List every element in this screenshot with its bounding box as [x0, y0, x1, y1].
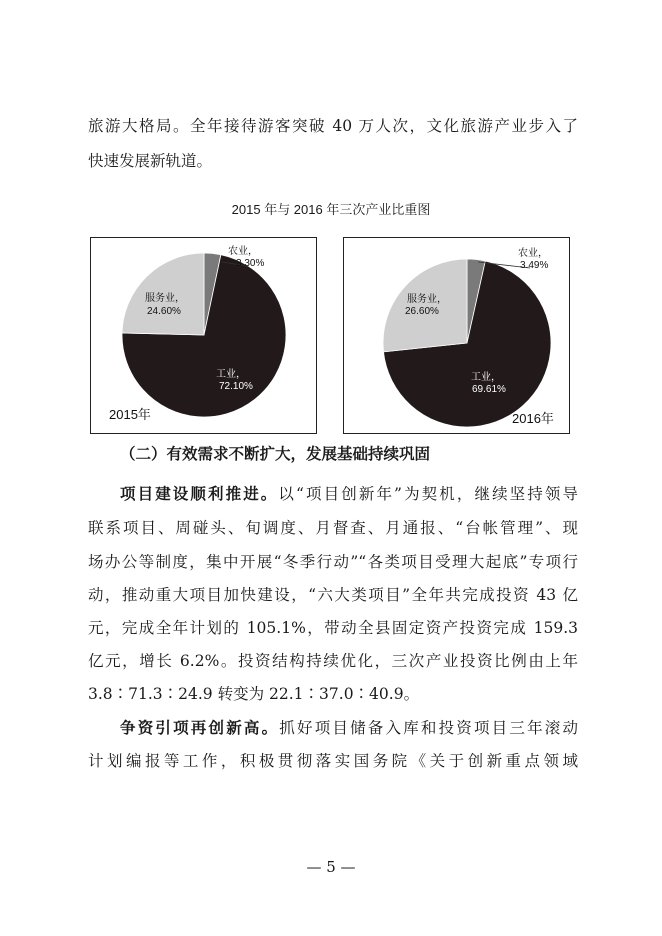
paragraph-line: 动，推动重大项目加快建设，“六大类项目”全年共完成投资 43 亿 — [88, 586, 578, 604]
section-heading: （二）有效需求不断扩大，发展基础持续巩固 — [120, 444, 431, 463]
paragraph-lead: 项目建设顺利推进。 — [120, 484, 279, 503]
slice-value-label: 3.49% — [520, 260, 549, 271]
pie-chart-2015 — [90, 237, 317, 434]
page-number: — 5 — — [306, 858, 356, 876]
slice-name-label: 农业， — [228, 246, 258, 257]
pie-chart-svg — [344, 238, 569, 433]
paragraph-line: 3.8∶71.3∶24.9 转变为 22.1∶37.0∶40.9。 — [88, 685, 420, 703]
paragraph-line: 元，完成全年计划的 105.1%，带动全县固定资产投资完成 159.3 — [88, 619, 578, 637]
slice-value-label: 24.60% — [147, 306, 181, 317]
paragraph-line — [120, 718, 578, 738]
paragraph-text: 以“项目创新年”为契机，继续坚持领导 — [278, 485, 578, 503]
slice-value-label: 69.61% — [472, 384, 506, 395]
paragraph-line: 快速发展新轨道。 — [88, 152, 213, 170]
slice-value-label: 72.10% — [219, 381, 253, 392]
paragraph-line: 场办公等制度，集中开展“冬季行动”“各类项目受理大起底”专项行 — [88, 553, 578, 571]
slice-name-label: 工业， — [471, 372, 501, 383]
paragraph-line — [120, 484, 578, 504]
slice-value-label: 3.30% — [236, 258, 265, 269]
paragraph-line: 亿元，增长 6.2%。投资结构持续优化，三次产业投资比例由上年 — [88, 652, 578, 670]
paragraph-line: 计划编报等工作，积极贯彻落实国务院《关于创新重点领域 — [88, 752, 578, 770]
paragraph-line: 旅游大格局。全年接待游客突破 40 万人次，文化旅游产业步入了 — [88, 117, 578, 135]
slice-value-label: 26.60% — [405, 306, 439, 317]
pie-chart-2016 — [343, 237, 570, 434]
slice-name-label: 服务业， — [407, 294, 447, 305]
paragraph-text: 抓好项目储备入库和投资项目三年滚动 — [279, 719, 578, 737]
slice-name-label: 工业， — [216, 369, 246, 380]
paragraph-line: 联系项目、周碰头、旬调度、月督查、月通报、“台帐管理”、现 — [88, 519, 578, 537]
paragraph-lead: 争资引项再创新高。 — [120, 718, 280, 737]
chart-title: 2015 年与 2016 年三次产业比重图 — [231, 202, 431, 217]
slice-name-label: 服务业， — [145, 293, 185, 304]
slice-name-label: 农业， — [518, 248, 548, 259]
chart-year-label: 2015年 — [109, 407, 151, 422]
chart-year-label: 2016年 — [512, 411, 554, 426]
